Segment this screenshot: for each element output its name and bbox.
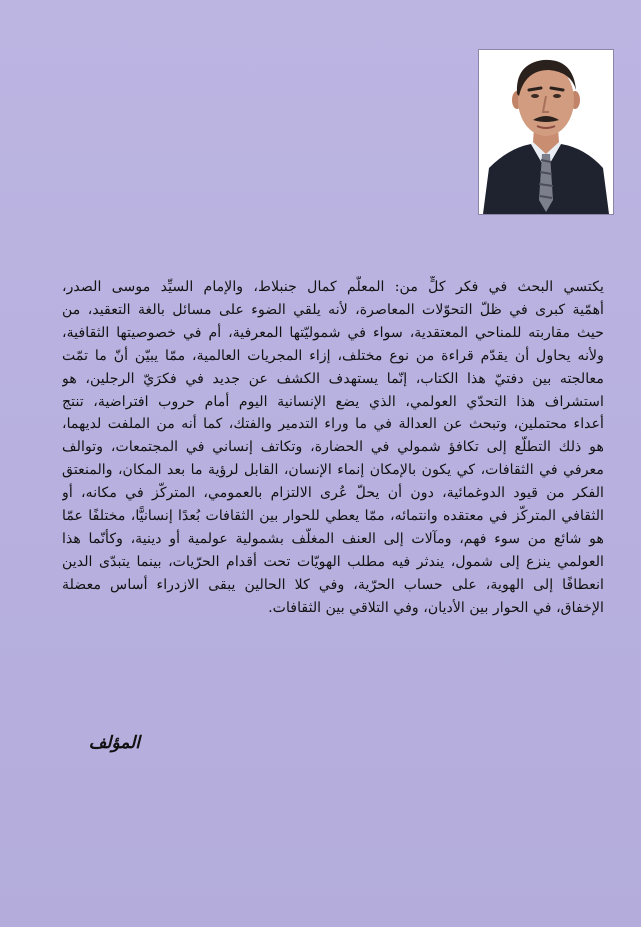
cover-text-line: هو ذلك التطلّع إلى تكافؤ شمولي في الحضارة، وتكاتف إنساني في المجتمعات، وتوالف: [62, 439, 604, 456]
cover-text-line: أعداء محتملين، وتبحث عن العدالة في ما وراء التدمير والفتك، كما أنه من الملفت لديهما،: [62, 416, 604, 433]
cover-text-line: معرفي في الثقافات، كي يكون بالإمكان إنماء الإنسان، القابل لرؤية ما بعد المكان، والمنعتق: [62, 462, 604, 479]
cover-text-line: يكتسي البحث في فكر كلٍّ من: المعلّم كمال جنبلاط، والإمام السيِّد موسى الصدر،: [62, 279, 604, 295]
cover-text-line: استشراف هذا التحدّي العولمي، الذي يضع الإنسانية اليوم أمام حروب افتراضية، تنتج: [62, 393, 604, 410]
cover-text-line: الإخفاق، في الحوار بين الأديان، وفي التلاقي بين الثقافات.: [268, 599, 604, 616]
cover-text-line: أهمّية كبرى في ظلّ التحوّلات المعاصرة، لأنه يلقي الضوء على مسائل بالغة التعقيد، من: [62, 301, 604, 318]
author-signature: المؤلف: [88, 733, 140, 753]
cover-text-line: معالجته بين دفتيّ هذا الكتاب، إنّما يستهدف الكشف عن جديد في فكرَيّ الرجلين، هو: [62, 370, 604, 387]
cover-text-line: الفكر من قيود الدوغمائية، دون أن يحلّ عُرى الالتزام بالعمومي، المتركّز في مكانه، أو: [62, 485, 604, 502]
author-portrait-icon: [479, 50, 613, 214]
cover-text-line: هو شائع من سوء فهم، ومآلات إلى العنف المغلّف بشمولية عولمية أو دينية، وكأنّما هذا: [62, 530, 604, 547]
cover-text-line: انعطافًا إلى الهوية، على حساب الحرّية، وفي كلا الحالين يبقى الازدراء أساس معضلة: [62, 576, 604, 593]
author-photo: [478, 49, 614, 215]
cover-text-line: حيث مقاربته للمناحي المعتقدية، سواء في شموليّتها المعرفية، أم في خصوصيتها الثقافية،: [62, 324, 604, 341]
cover-text-line: العولمي ينزع إلى شمول، يندثر فيه مطلب الهويّات تحت أقدام الحرّيات، بينما يتبدّى الدين: [62, 553, 604, 570]
cover-text: [62, 276, 604, 620]
cover-text-line: ولأنه يحاول أن يقدّم قراءة من نوع مختلف، إزاء المجريات العالمية، ممّا يبيّن أنّ ما تمّت: [62, 347, 604, 364]
cover-text-line: الثقافي المتركّز في معتقده وانتمائه، ممّا يعطي للحوار بين الثقافات بُعدًا إنسانيًّا، مختلفًا عمّا: [62, 508, 604, 525]
